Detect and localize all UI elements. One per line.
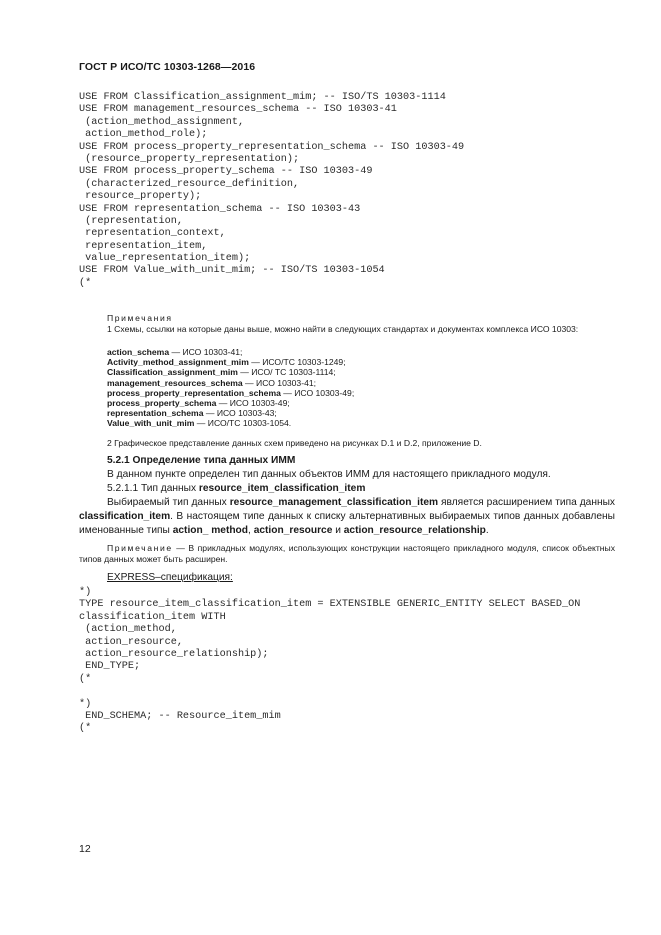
code-line: USE FROM representation_schema -- ISO 10303-43 [79, 203, 361, 215]
code-line: action_resource_relationship); [79, 648, 269, 660]
code-line: representation_context, [79, 228, 226, 240]
p2-text-g: , [248, 524, 254, 536]
code-line [79, 686, 580, 698]
code-line: *) [79, 587, 92, 598]
schema-reference-item [107, 357, 354, 367]
code-line: USE FROM management_resources_schema -- ISO 10303-41 [79, 104, 397, 116]
note-2: 2 Графическое представление данных схем приведено на рисунках D.1 и D.2, приложение D. [107, 438, 482, 448]
schema-reference-item [107, 398, 354, 408]
schema-reference-item [107, 408, 354, 418]
p2-text-k: . [485, 524, 489, 536]
schema-ref: — ИСО 10303-49; [216, 398, 290, 409]
schema-ref: — ИСО 10303-49; [280, 387, 355, 398]
section-paragraph-2 [79, 496, 615, 537]
code-line: action_method_role); [79, 129, 208, 141]
code-line: END_TYPE; [79, 661, 141, 673]
schema-name: process_property_representation_schema [107, 387, 281, 398]
schema-ref: — ИСО/ ТС 10303-1114; [237, 367, 336, 378]
code-line: *) [79, 698, 92, 710]
p2-type-arr: action_resource_relationship [343, 524, 486, 536]
subsection-type-name: resource_item_classification_item [198, 483, 366, 494]
code-line: (* [79, 673, 92, 685]
schema-name: representation_schema [107, 408, 204, 419]
schema-ref: — ИСО 10303-43; [203, 408, 277, 419]
code-line: TYPE resource_item_classification_item = EXTENSIBLE GENERIC_ENTITY SELECT BASED_ON [79, 599, 581, 611]
code-line: END_SCHEMA; -- Resource_item_mim [79, 710, 281, 722]
express-code-block-type [79, 587, 580, 736]
subsection-heading [79, 482, 615, 496]
document-header: ГОСТ Р ИСО/ТС 10303-1268—2016 [79, 61, 256, 73]
schema-reference-item [107, 347, 354, 357]
p2-text-e: . В настоящем типе данных к списку альтернативных выбираемых типов данных добавлены именованные типы [79, 510, 615, 536]
section-note [79, 543, 615, 565]
code-line: (action_method_assignment, [79, 116, 245, 128]
express-code-block-use-from [79, 92, 464, 290]
schema-reference-list [107, 347, 354, 429]
code-line: classification_item WITH [79, 611, 226, 623]
schema-name: management_resources_schema [107, 377, 243, 388]
note-1-intro: 1 Схемы, ссылки на которые даны выше, можно найти в следующих стандартах и документах комплекса ИСО 10303: [107, 324, 579, 334]
p2-text-c: является расширением типа данных [438, 497, 615, 508]
code-line: USE FROM Value_with_unit_mim; -- ISO/TS 10303-1054 [79, 265, 385, 277]
schema-ref: — ИСО/ТС 10303-1249; [248, 357, 346, 368]
code-line: (resource_property_representation); [79, 153, 300, 165]
subsection-prefix: 5.2.1.1 Тип данных [107, 483, 199, 494]
p2-type-am: action_ method [172, 524, 249, 536]
p2-type-ar: action_resource [253, 524, 333, 536]
schema-ref: — ИСО/ТС 10303-1054. [194, 418, 292, 429]
page-number: 12 [79, 843, 91, 855]
section-note-label: Примечание [107, 543, 173, 553]
code-line: USE FROM process_property_schema -- ISO 10303-49 [79, 166, 373, 178]
section-note-text: — В прикладных модулях, использующих конструкции настоящего прикладного модуля, список объектных типов данных может быть расширен. [79, 543, 615, 564]
schema-name: process_property_schema [107, 398, 217, 409]
code-line: (* [79, 277, 92, 289]
schema-reference-item [107, 418, 354, 428]
p2-type-rmci: resource_management_classification_item [229, 497, 439, 508]
section-paragraph-1: В данном пункте определен тип данных объектов ИММ для настоящего прикладного модуля. [107, 469, 551, 480]
schema-ref: — ИСО 10303-41; [242, 377, 317, 388]
schema-ref: — ИСО 10303-41; [169, 347, 243, 357]
section-heading: 5.2.1 Определение типа данных ИММ [107, 455, 296, 466]
p2-text-a: Выбираемый тип данных [107, 497, 230, 508]
express-specification-label: EXPRESS–спецификация: [107, 572, 233, 583]
schema-reference-item [107, 367, 354, 377]
schema-reference-item [107, 388, 354, 398]
schema-reference-item [107, 378, 354, 388]
code-line: (characterized_resource_definition, [79, 178, 300, 190]
schema-name: Activity_method_assignment_mim [107, 357, 249, 368]
code-line: USE FROM Classification_assignment_mim; -- ISO/TS 10303-1114 [79, 92, 446, 103]
schema-name: Classification_assignment_mim [107, 367, 238, 378]
p2-text-i: и [332, 524, 344, 536]
p2-type-ci: classification_item [79, 510, 171, 522]
code-line: action_resource, [79, 636, 183, 648]
code-line: USE FROM process_property_representation_schema -- ISO 10303-49 [79, 141, 465, 153]
schema-name: Value_with_unit_mim [107, 418, 195, 429]
code-line: (* [79, 723, 92, 735]
code-line: (representation, [79, 215, 183, 227]
code-line: representation_item, [79, 240, 208, 252]
code-line: resource_property); [79, 191, 202, 203]
schema-name: action_schema [107, 347, 170, 357]
code-line: value_representation_item); [79, 253, 251, 265]
notes-title: Примечания [107, 313, 173, 323]
code-line: (action_method, [79, 624, 177, 636]
